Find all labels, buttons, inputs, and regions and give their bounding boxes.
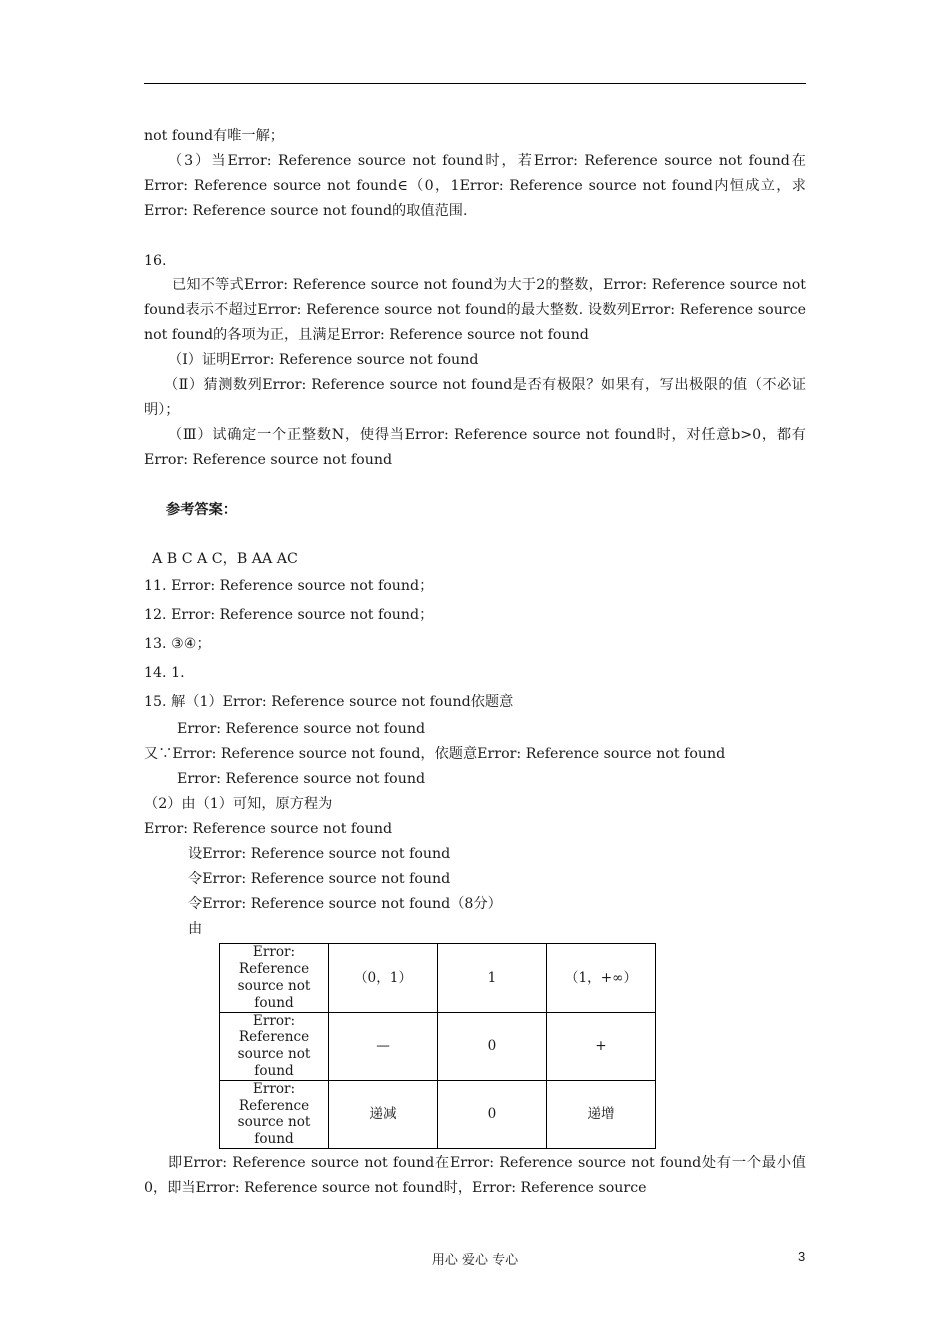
table-row: [220, 1012, 656, 1080]
answer-14: 14. 1.: [144, 665, 185, 682]
q16-number: 16.: [144, 252, 167, 269]
table-cell: 0: [438, 1012, 547, 1080]
page-number: 3: [798, 1249, 806, 1264]
answer-15-line3: 又∵Error: Reference source not found，依题意Error: Reference source not found: [144, 746, 726, 763]
answer-15-line6: Error: Reference source not found: [144, 820, 393, 837]
table-cell: Error: Reference source not found: [220, 1080, 329, 1148]
monotonicity-table: [219, 943, 656, 1149]
answer-15-line1: 15. 解（1）Error: Reference source not found依题意: [144, 694, 514, 711]
table-cell: 递减: [329, 1080, 438, 1148]
table-row: [220, 944, 656, 1012]
q16-part3: （Ⅲ）试确定一个正整数N，使得当Error: Reference source not found时，对任意b>0，都有Error: Reference source not found: [144, 426, 806, 468]
q16-part2: （Ⅱ）猜测数列Error: Reference source not found是否有极限？如果有，写出极限的值（不必证明）；: [144, 377, 806, 418]
q15-part3: （3）当Error: Reference source not found时，若Error: Reference source not found在Error: Reference source not found∈（0，1Error: Reference source not found内恒成立，求Error: Reference source not found的取值范围.: [144, 152, 806, 219]
table-cell: Error: Reference source not found: [220, 1012, 329, 1080]
q16-intro: 已知不等式Error: Reference source not found为大于2的整数，Error: Reference source not found表示不超过Error: Reference source not found的最大整数. 设数列Error: Reference source not found的各项为正，且满足Error: Reference source not found: [144, 277, 806, 344]
answer-15-line8: 令Error: Reference source not found: [188, 870, 451, 887]
answer-choices: A B C A C，B AA AC: [152, 551, 298, 568]
q16-part1: （Ⅰ）证明Error: Reference source not found: [168, 352, 479, 369]
answer-15-line5: （2）由（1）可知，原方程为: [144, 795, 333, 812]
table-cell: 0: [438, 1080, 547, 1148]
answer-15-line9: 令Error: Reference source not found（8分）: [188, 895, 502, 912]
table-cell: （0，1）: [329, 944, 438, 1012]
table-cell: Error: Reference source not found: [220, 944, 329, 1012]
answer-12: 12. Error: Reference source not found；: [144, 607, 434, 624]
answer-15-line4: Error: Reference source not found: [177, 771, 426, 788]
table-cell: —: [329, 1012, 438, 1080]
answer-11: 11. Error: Reference source not found；: [144, 578, 434, 595]
table-row: [220, 1080, 656, 1148]
table-cell: +: [547, 1012, 656, 1080]
page-content: [144, 124, 806, 1201]
answer-15-after-table: 即Error: Reference source not found在Error: Reference source not found处有一个最小值0，即当Error: Reference source not found时，Error: Reference source: [144, 1154, 806, 1196]
table-cell: 递增: [547, 1080, 656, 1148]
header-rule: [144, 83, 806, 84]
answer-13: 13. ③④；: [144, 636, 211, 653]
answers-heading: 参考答案：: [166, 501, 237, 518]
q15-tail-line: not found有唯一解；: [144, 128, 284, 144]
answer-15-line10: 由: [188, 920, 203, 937]
footer-text: 用心 爱心 专心: [431, 1253, 519, 1268]
answer-15-line7: 设Error: Reference source not found: [188, 845, 451, 862]
answer-15-line2: Error: Reference source not found: [177, 721, 426, 738]
table-cell: 1: [438, 944, 547, 1012]
table-cell: （1，+∞）: [547, 944, 656, 1012]
